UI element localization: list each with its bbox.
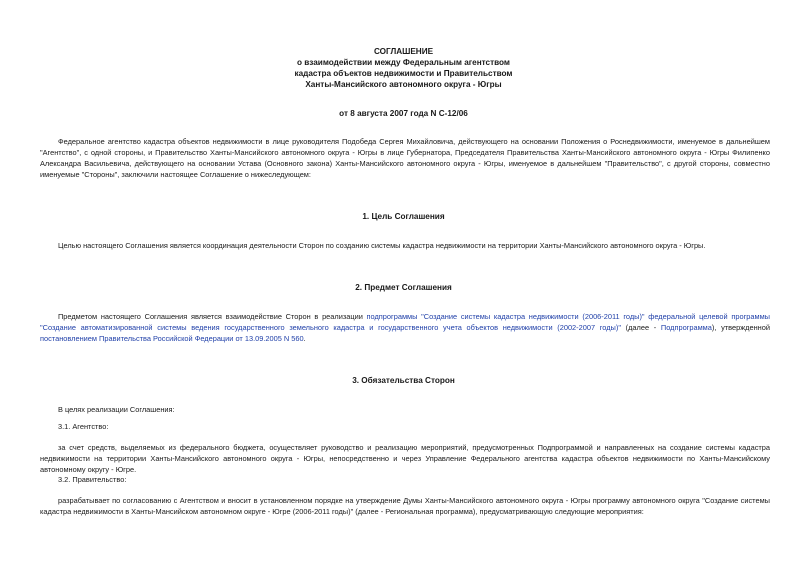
title-line-2: о взаимодействии между Федеральным агентством [296, 58, 510, 67]
section-2-text-b: (далее - [620, 323, 661, 332]
subprogram-short-link[interactable]: Подпрограмма [660, 323, 712, 332]
section-3-item-2-text: разрабатывает по согласованию с Агентством и вносит в установленном порядке на утверждение Думы Ханты-Мансийского автономного округа - Югры программу автономного округа "Создание системы кадастра недвижимости в Ханты-Мансийском автономном округе - Югре (2006-2011 годы)" (далее - Региональная программа), предусматривающую следующие мероприятия: [40, 496, 770, 516]
document-date: от 8 августа 2007 года N С-12/06 [339, 109, 468, 118]
section-2-heading: 2. Предмет Соглашения [355, 283, 452, 292]
section-3-item-1-text: за счет средств, выделяемых из федерального бюджета, осуществляет руководство и реализацию мероприятий, предусмотренных Подпрограммой и направленных на создание системы кадастра недвижимости на территории Ханты-Мансийского автономного округа - Югры, непосредственно и через Управление Федерального агентства кадастра объектов недвижимости по Ханты-Мансийскому автономному округу - Югре. [40, 443, 770, 474]
government-decree-link[interactable]: постановлением Правительства Российской Федерации от 13.09.2005 N 560 [40, 334, 304, 343]
title-line-1: СОГЛАШЕНИЕ [373, 47, 434, 56]
section-2-text-a: Предметом настоящего Соглашения является взаимодействие Сторон в реализации [58, 312, 367, 321]
section-3-item-2-label: 3.2. Правительство: [58, 475, 127, 484]
section-3-item-1-label: 3.1. Агентство: [58, 422, 109, 431]
section-1-heading: 1. Цель Соглашения [362, 212, 445, 221]
document-title [0, 46, 807, 90]
preamble-paragraph: Федеральное агентство кадастра объектов недвижимости в лице руководителя Подобеда Сергея Михайловича, действующего на основании Положения о Роснедвижимости, именуемое в дальнейшем "Агентство", с одной стороны, и Правительство Ханты-Мансийского автономного округа - Югры в лице Губернатора, Председателя Правительства Ханты-Мансийского автономного округа - Югры Филипенко Александра Васильевича, действующего на основании Устава (Основного закона) Ханты-Мансийского автономного округа - Югры, именуемое в дальнейшем "Правительство", с другой стороны, совместно именуемые "Стороны", заключили настоящее Соглашение о нижеследующем: [40, 137, 770, 179]
title-line-4: Ханты-Мансийского автономного округа - Югры [305, 80, 502, 89]
section-3-heading: 3. Обязательства Сторон [352, 376, 455, 385]
subprogram-link[interactable]: подпрограммы "Создание системы кадастра недвижимости (2006-2011 годы)" федеральной целевой программы "Создание автоматизированной системы ведения государственного земельного кадастра и государственного учета объектов недвижимости (2002-2007 годы)" [40, 312, 770, 332]
section-2-text-c: ), утвержденной [711, 323, 770, 332]
section-3-intro: В целях реализации Соглашения: [58, 405, 175, 414]
section-2-paragraph [40, 311, 770, 344]
section-2-text-d: . [303, 334, 306, 343]
section-1-text: Целью настоящего Соглашения является координация деятельности Сторон по созданию системы кадастра недвижимости на территории Ханты-Мансийского автономного округа - Югры. [58, 241, 706, 250]
title-line-3: кадастра объектов недвижимости и Правительством [294, 69, 513, 78]
